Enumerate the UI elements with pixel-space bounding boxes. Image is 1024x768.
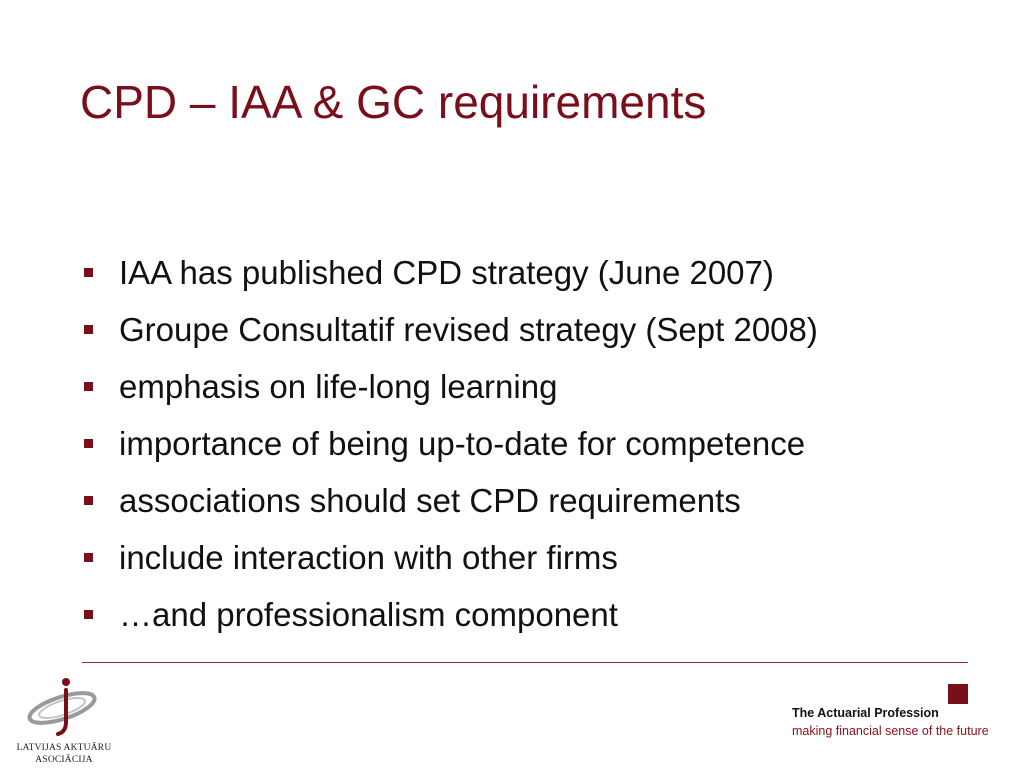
bullet-item (84, 586, 818, 643)
bullet-square-icon (84, 553, 93, 562)
bullet-item (84, 529, 818, 586)
bullet-text: associations should set CPD requirements (119, 481, 741, 519)
bullet-text: IAA has published CPD strategy (June 2007) (119, 253, 774, 291)
bullet-square-icon (84, 439, 93, 448)
bullet-item (84, 415, 818, 472)
bullet-text: include interaction with other firms (119, 538, 618, 576)
footer-divider (82, 662, 968, 663)
bullet-list (84, 244, 818, 643)
bullet-item (84, 301, 818, 358)
bullet-square-icon (84, 325, 93, 334)
bullet-square-icon (84, 382, 93, 391)
actuarial-profession-name: The Actuarial Profession (792, 706, 939, 720)
lac-name (10, 742, 118, 766)
bullet-text: …and professionalism component (119, 595, 618, 633)
actuarial-profession-tagline: making financial sense of the future (792, 724, 989, 738)
bullet-item (84, 358, 818, 415)
bullet-square-icon (84, 268, 93, 277)
bullet-text: emphasis on life-long learning (119, 367, 558, 405)
bullet-square-icon (84, 496, 93, 505)
bullet-text: Groupe Consultatif revised strategy (Sept 2008) (119, 310, 818, 348)
bullet-item (84, 472, 818, 529)
square-logo-icon (948, 684, 968, 704)
bullet-square-icon (84, 610, 93, 619)
bullet-item (84, 244, 818, 301)
slide-title: CPD – IAA & GC requirements (80, 76, 707, 128)
bullet-text: importance of being up-to-date for competence (119, 424, 806, 462)
lac-swirl-logo-icon (18, 672, 110, 742)
lac-name-line2: ASOCIĀCIJA (35, 755, 93, 765)
lac-name-line1: LATVIJAS AKTUĀRU (16, 743, 112, 753)
latvian-actuarial-association-logo (10, 670, 118, 766)
